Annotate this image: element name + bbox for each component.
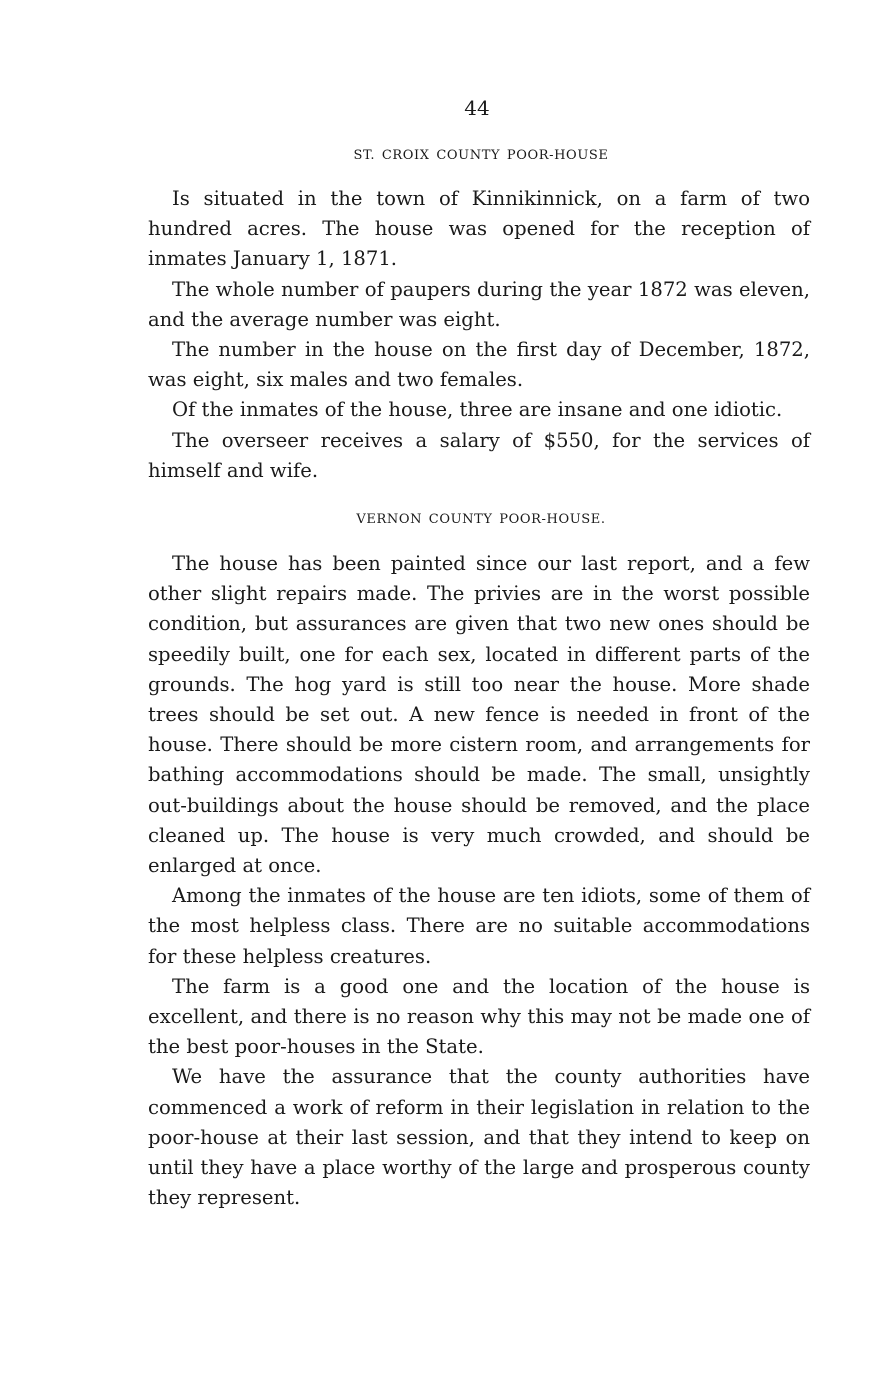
paragraph: Among the inmates of the house are ten idiots, some of them of the most helpless class. There are no suitable accommodations for these helpless creatures. [148,884,810,968]
section-title-st-croix: ST. CROIX COUNTY POOR-HOUSE [353,148,609,163]
paragraph: The overseer receives a salary of $550, for the services of himself and wife. [148,428,810,482]
paragraph: Is situated in the town of Kinnikinnick, on a farm of two hundred acres. The house was opened for the reception of inmates January 1, 1871. [148,187,810,271]
section-title-vernon: VERNON COUNTY POOR-HOUSE. [356,512,606,527]
paragraph: The farm is a good one and the location of the house is excellent, and there is no reason why this may not be made one of the best poor-houses in the State. [148,974,810,1059]
paragraph: We have the assurance that the county authorities have commenced a work of reform in their legislation in relation to the poor-house at their last session, and that they intend to keep on until they have a place worthy of the large and prosperous county they represent. [148,1065,810,1210]
paragraph: Of the inmates of the house, three are insane and one idiotic. [172,398,783,422]
paragraph: The house has been painted since our last report, and a few other slight repairs made. The privies are in the worst possible condition, but assurances are given that two new ones should be speedily built, one for each sex, located in different parts of the grounds. The hog yard is still too near the house. More shade trees should be set out. A new fence is needed in front of the house. There should be more cistern room, and arrangements for bathing accommodations should be made. The small, unsightly out-buildings about the house should be removed, and the place cleaned up. The house is very much crowded, and should be enlarged at once. [148,552,810,878]
section-body-st-croix [148,184,810,486]
paragraph: The number in the house on the first day of December, 1872, was eight, six males and two females. [148,338,810,392]
page-number: 44 [464,96,490,120]
section-body-vernon [148,549,810,1213]
paragraph: The whole number of paupers during the year 1872 was eleven, and the average number was eight. [148,277,810,331]
